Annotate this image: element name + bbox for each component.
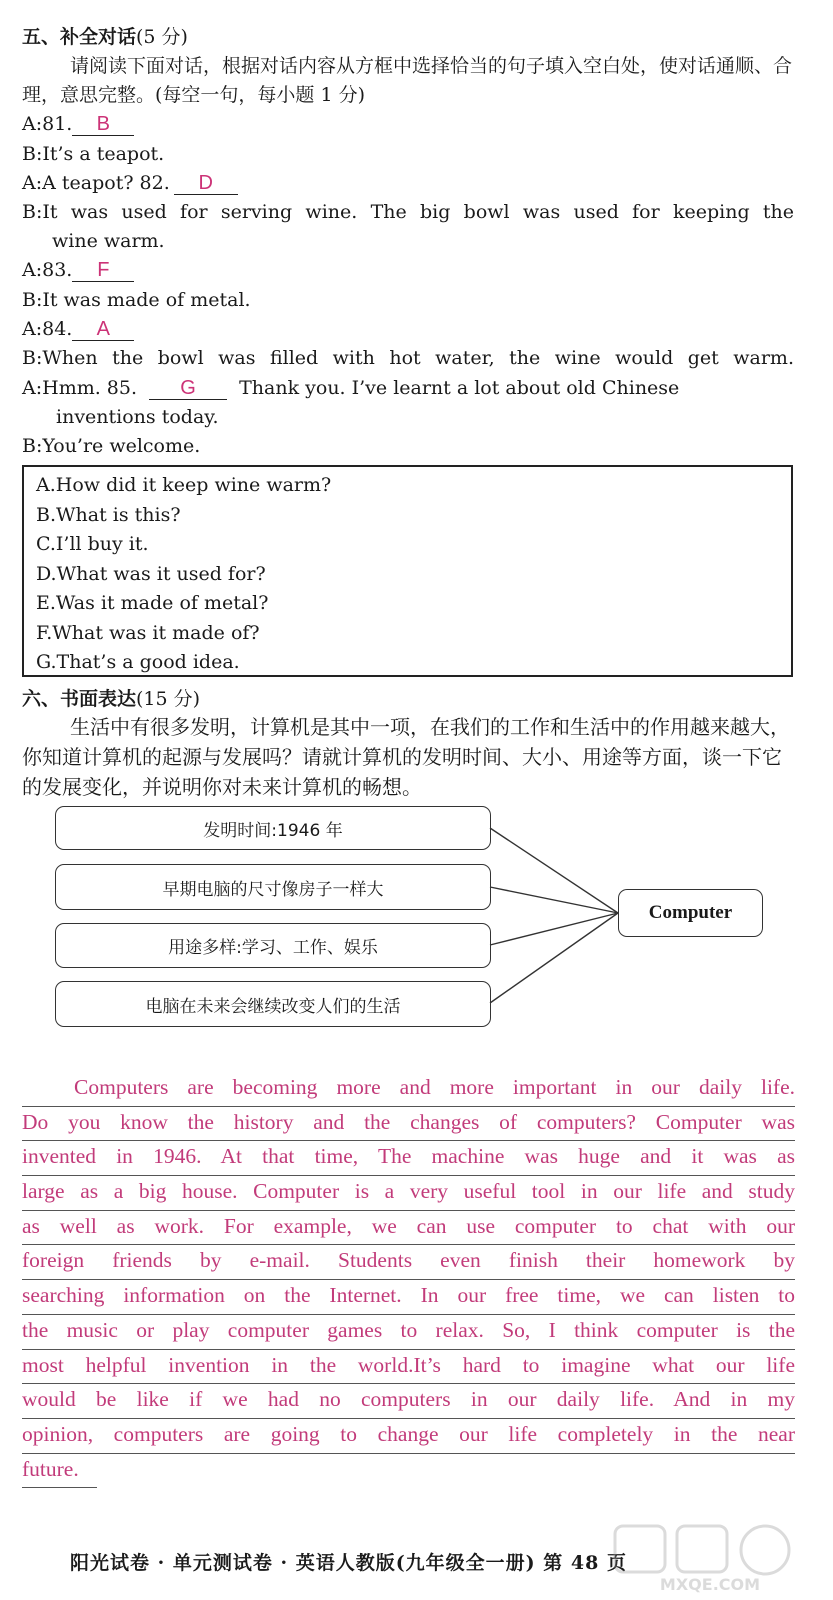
dialogue-line-9: B:When the bowl was filled with hot water, the wine would get warm.	[22, 347, 794, 369]
option-b: B.What is this?	[36, 503, 181, 526]
dialogue-line-1	[22, 113, 134, 136]
section5-title	[22, 22, 188, 49]
answer-84: A	[72, 318, 134, 341]
option-g: G.That’s a good idea.	[36, 651, 240, 673]
essay	[22, 1072, 795, 1488]
dialogue-text: Thank you. I’ve learnt a lot about old Chinese	[239, 377, 680, 399]
option-e: E.Was it made of metal?	[36, 592, 269, 614]
dialogue-text: A:84.	[22, 318, 73, 340]
essay-line: Computers are becoming more and more important in our daily life.	[22, 1072, 795, 1107]
answer-83: F	[72, 259, 134, 282]
dialogue-line-6	[22, 259, 134, 282]
section6-instructions: 生活中有很多发明，计算机是其中一项，在我们的工作和生活中的作用越来越大，你知道计算机的起源与发展吗？请就计算机的发明时间、大小、用途等方面，谈一下它的发展变化，并说明你对未来计算机的畅想。	[22, 715, 790, 799]
essay-line: foreign friends by e-mail. Students even finish their homework by	[22, 1245, 795, 1280]
footer-title: 阳光试卷 · 单元测试卷 · 英语人教版(九年级全一册)	[70, 1552, 536, 1574]
options-box	[22, 465, 793, 677]
connector-line	[490, 913, 618, 1003]
option-f: F.What was it made of?	[36, 621, 260, 644]
dialogue-line-3	[22, 172, 238, 195]
essay-line: opinion, computers are going to change our life completely in the near	[22, 1419, 795, 1454]
diagram-item-future: 电脑在未来会继续改变人们的生活	[55, 981, 491, 1027]
diagram-item-early-size: 早期电脑的尺寸像房子一样大	[55, 864, 491, 910]
svg-text:MXQE.COM: MXQE.COM	[659, 1575, 761, 1594]
dialogue-text: A:Hmm. 85.	[22, 377, 138, 399]
dialogue-text: A:83.	[22, 259, 73, 281]
diagram-center-computer: Computer	[618, 889, 763, 937]
dialogue-line-4: B:It was used for serving wine. The big bowl was used for keeping the	[22, 201, 794, 223]
section6-title	[22, 684, 200, 711]
diagram-item-invention-time: 发明时间:1946 年	[55, 806, 491, 850]
diagram-item-uses: 用途多样:学习、工作、娱乐	[55, 923, 491, 968]
essay-line: Do you know the history and the changes of computers? Computer was	[22, 1107, 795, 1142]
dialogue-line-7: B:It was made of metal.	[22, 289, 251, 311]
dialogue-text: A:81.	[22, 113, 73, 135]
answer-85: G	[149, 377, 227, 400]
watermark-logo	[605, 1520, 815, 1596]
answer-81: B	[72, 113, 134, 136]
option-d: D.What was it used for?	[36, 562, 266, 585]
section6-title-text: 六、书面表达	[22, 688, 137, 710]
section5-points: (5 分)	[136, 26, 188, 48]
essay-line: searching information on the Internet. In our free time, we can listen to	[22, 1280, 795, 1315]
dialogue-line-8	[22, 318, 134, 341]
dialogue-line-10	[22, 377, 794, 400]
essay-line: large as a big house. Computer is a very useful tool in our life and study	[22, 1176, 795, 1211]
section5-instructions: 请阅读下面对话，根据对话内容从方框中选择恰当的句子填入空白处，使对话通顺、合理，意思完整。(每空一句，每小题 1 分)	[22, 55, 793, 106]
page-footer	[70, 1548, 627, 1575]
dialogue-line-12: B:You’re welcome.	[22, 435, 201, 457]
essay-line: future.	[22, 1454, 97, 1489]
page-number: 第 48 页	[543, 1552, 627, 1574]
section5-title-text: 五、补全对话	[22, 26, 137, 48]
dialogue-line-2: B:It’s a teapot.	[22, 143, 165, 165]
answer-82: D	[174, 172, 238, 195]
essay-line: invented in 1946. At that time, The machine was huge and it was as	[22, 1141, 795, 1176]
dialogue-text: A:A teapot? 82.	[22, 172, 170, 194]
essay-line: would be like if we had no computers in our daily life. And in my	[22, 1384, 795, 1419]
section6-points: (15 分)	[136, 688, 201, 710]
dialogue-line-5: wine warm.	[52, 230, 165, 252]
connector-line	[490, 913, 618, 945]
essay-line: most helpful invention in the world.It’s hard to imagine what our life	[22, 1350, 795, 1385]
dialogue-line-11: inventions today.	[56, 406, 219, 428]
option-a: A.How did it keep wine warm?	[36, 474, 332, 496]
option-c: C.I’ll buy it.	[36, 533, 149, 555]
essay-line: the music or play computer games to relax. So, I think computer is the	[22, 1315, 795, 1350]
essay-line: as well as work. For example, we can use computer to chat with our	[22, 1211, 795, 1246]
